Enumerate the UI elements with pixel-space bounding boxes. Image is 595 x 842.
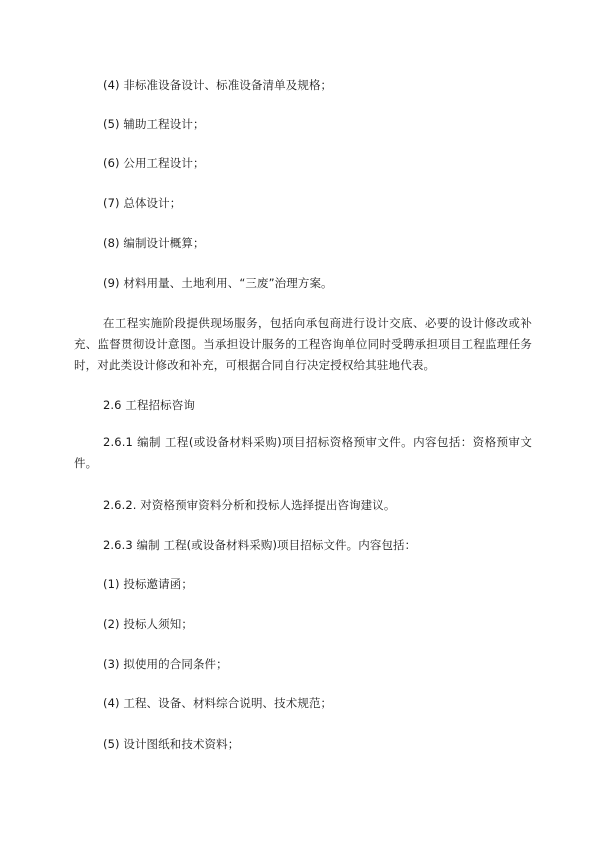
paragraph-2-6-1: 2.6.1 编制 工程(或设备材料采购)项目招标资格预审文件。内容包括：资格预审文件。 (74, 435, 532, 470)
paragraph-site-service: 在工程实施阶段提供现场服务，包括向承包商进行设计交底、必要的设计修改或补充、监督贯彻设计意图。当承担设计服务的工程咨询单位同时受聘承担项目工程监理任务时，对此类设计修改和补充，可根据合同自行决定授权给其驻地代表。 (74, 316, 532, 372)
list-item-9: (9) 材料用量、土地利用、“三废”治理方案。 (103, 276, 333, 290)
paragraph-2-6-2: 2.6.2. 对资格预审资料分析和投标人选择提出咨询建议。 (103, 498, 396, 512)
bid-list-item-4: (4) 工程、设备、材料综合说明、技术规范； (103, 696, 333, 710)
paragraph-2-6-3: 2.6.3 编制 工程(或设备材料采购)项目招标文件。内容包括： (103, 538, 417, 552)
list-item-4: (4) 非标准设备设计、标准设备清单及规格； (103, 78, 333, 92)
list-item-7: (7) 总体设计； (103, 196, 182, 210)
bid-list-item-2: (2) 投标人须知； (103, 617, 193, 631)
list-item-5: (5) 辅助工程设计； (103, 117, 205, 131)
bid-list-item-1: (1) 投标邀请函； (103, 577, 193, 591)
bid-list-item-5: (5) 设计图纸和技术资料； (103, 737, 240, 751)
bid-list-item-3: (3) 拟使用的合同条件； (103, 657, 228, 671)
list-item-8: (8) 编制设计概算； (103, 236, 205, 250)
list-item-6: (6) 公用工程设计； (103, 156, 205, 170)
section-heading: 2.6 工程招标咨询 (103, 398, 195, 412)
